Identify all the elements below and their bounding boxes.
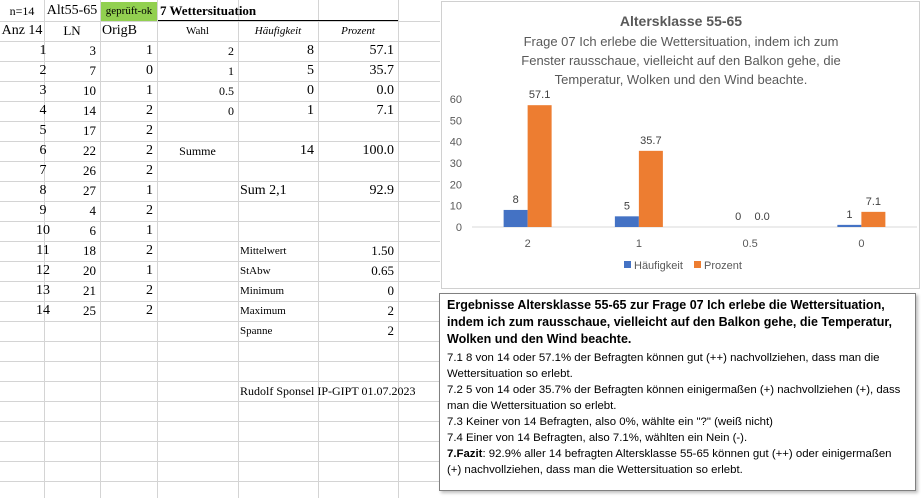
table-cell-anz[interactable]: 6 (39, 143, 47, 158)
table-cell-anz[interactable]: 12 (36, 263, 50, 278)
table-cell-prozent[interactable]: 0.0 (376, 83, 394, 98)
table-cell-ln[interactable]: 22 (83, 143, 96, 158)
table-cell-wahl[interactable]: 1 (228, 64, 234, 78)
y-tick-label: 0 (455, 222, 462, 234)
table-cell-ln[interactable]: 7 (89, 63, 96, 78)
data-label: 35.7 (640, 134, 662, 147)
table-cell-anz[interactable]: 13 (36, 283, 50, 298)
table-cell-origb[interactable]: 2 (146, 123, 153, 138)
stat-label[interactable]: Maximum (240, 305, 286, 317)
y-tick-label: 20 (449, 179, 462, 192)
table-cell-origb[interactable]: 1 (146, 43, 153, 58)
table-cell-ln[interactable]: 27 (83, 183, 96, 198)
y-tick-label: 10 (449, 200, 462, 213)
bar-prozent (861, 212, 885, 227)
bar-chart (442, 2, 921, 290)
bar-haeufigkeit (504, 210, 528, 227)
table-cell-origb[interactable]: 2 (146, 243, 153, 258)
data-label: 7.1 (865, 195, 882, 208)
author-footer[interactable]: Rudolf Sponsel IP-GIPT 01.07.2023 (240, 384, 416, 398)
table-cell-prozent[interactable]: 57.1 (369, 43, 394, 58)
table-cell-origb[interactable]: 1 (146, 183, 153, 198)
table-cell-origb[interactable]: 2 (146, 103, 153, 118)
result-fazit (447, 446, 907, 478)
table-cell-ln[interactable]: 26 (83, 163, 96, 178)
chart-subtitle-line: Temperatur, Wolken und den Wind beachte. (554, 72, 808, 87)
result-item: 7.2 5 von 14 oder 35.7% der Befragten können einigermaßen (+) nachvollziehen (+), dass man die Wettersituation so erlebt. (447, 384, 901, 412)
table-cell-anz[interactable]: 8 (39, 183, 47, 198)
x-tick-label: 1 (635, 238, 642, 250)
y-tick-label: 60 (449, 94, 462, 106)
data-label: 0 (735, 211, 742, 223)
grid-line (0, 401, 440, 402)
table-cell-ln[interactable]: 10 (83, 83, 96, 98)
x-tick-label: 0 (858, 238, 865, 250)
header-group-cell[interactable]: Alt55-65 (46, 3, 98, 18)
y-tick-label: 30 (449, 158, 462, 170)
table-cell-wahl[interactable]: 2 (228, 44, 234, 58)
table-cell-origb[interactable]: 2 (146, 143, 153, 158)
stat-value[interactable]: 2 (387, 323, 394, 338)
table-cell-anz[interactable]: 1 (39, 43, 47, 58)
table-cell-origb[interactable]: 0 (146, 63, 153, 78)
chart-subtitle-line: Fenster rausschaue, vielleicht auf den Balkon gehe, die (521, 53, 841, 68)
stat-label[interactable]: Mittelwert (240, 245, 287, 257)
table-cell-ln[interactable]: 4 (89, 203, 96, 218)
table-cell-anz[interactable]: 7 (39, 163, 47, 178)
bar-haeufigkeit (615, 216, 639, 227)
table-cell-ln[interactable]: 17 (83, 123, 96, 138)
table-cell-anz[interactable]: 2 (39, 63, 47, 78)
summe-label[interactable]: Summe (179, 144, 216, 158)
legend-label: Prozent (704, 260, 742, 272)
grid-line (0, 461, 440, 462)
table-cell-anz[interactable]: 5 (39, 123, 47, 138)
data-label: 8 (512, 193, 519, 206)
table-cell-anz[interactable]: 9 (39, 203, 47, 218)
table-cell-ln[interactable]: 21 (83, 283, 96, 298)
stat-label[interactable]: Spanne (240, 325, 273, 337)
data-label: 57.1 (528, 89, 551, 102)
page-title[interactable]: 7 Wettersituation (158, 1, 398, 21)
grid-line (398, 0, 399, 498)
column-header-haeufigkeit[interactable]: Häufigkeit (254, 25, 302, 37)
fazit-text: : 92.9% aller 14 befragten Altersklasse 55-65 können gut (++) oder einigermaßen (+) nachvollziehen, dass man die Wettersituation so erlebt. (447, 448, 892, 476)
table-cell-anz[interactable]: 10 (36, 223, 50, 238)
column-header-prozent[interactable]: Prozent (341, 25, 375, 37)
column-header-origb[interactable]: OrigB (102, 23, 137, 38)
header-n-cell[interactable]: n=14 (9, 4, 35, 18)
summe-prozent[interactable]: 100.0 (362, 143, 394, 158)
summe-haeufigkeit[interactable]: 14 (300, 143, 314, 158)
stat-value[interactable]: 0.65 (371, 263, 394, 278)
table-cell-origb[interactable]: 2 (146, 283, 153, 298)
x-tick-label: 2 (524, 238, 531, 250)
result-item: 7.4 Einer von 14 Befragten, also 7.1%, wählten ein Nein (-). (447, 432, 748, 444)
table-cell-anz[interactable]: 3 (39, 83, 47, 98)
table-cell-anz[interactable]: 14 (36, 303, 50, 318)
y-tick-label: 50 (449, 115, 462, 128)
legend-swatch (694, 261, 701, 268)
result-item: 7.3 Keiner von 14 Befragten, also 0%, wählte ein "?" (weiß nicht) (447, 416, 773, 428)
grid-line (0, 481, 440, 482)
table-cell-ln[interactable]: 6 (89, 223, 96, 238)
grid-line (0, 361, 440, 362)
table-cell-ln[interactable]: 20 (83, 263, 96, 278)
status-badge[interactable]: geprüft-ok (101, 2, 157, 21)
table-cell-origb[interactable]: 1 (146, 83, 153, 98)
chart-subtitle-line: Frage 07 Ich erlebe die Wettersituation, indem ich zum (523, 34, 839, 49)
grid-line (0, 341, 440, 342)
stat-value[interactable]: 0 (387, 283, 394, 298)
table-cell-origb[interactable]: 2 (146, 203, 153, 218)
grid-line (0, 421, 440, 422)
grid-line (0, 441, 440, 442)
table-cell-ln[interactable]: 25 (83, 303, 96, 318)
bar-haeufigkeit (837, 225, 861, 227)
x-tick-label: 0.5 (742, 238, 758, 250)
chart-title: Altersklasse 55-65 (619, 13, 743, 29)
table-cell-origb[interactable]: 2 (146, 163, 153, 178)
table-cell-wahl[interactable]: 0.5 (219, 84, 234, 98)
table-cell-prozent[interactable]: 7.1 (376, 103, 394, 118)
table-cell-origb[interactable]: 1 (146, 223, 153, 238)
result-heading: Ergebnisse Altersklasse 55-65 zur Frage 07 Ich erlebe die Wettersituation, indem ich zum rausschaue, vielleicht auf den Balkon gehe, die Temperatur, Wolken und den Wind beachte. (447, 298, 893, 346)
table-cell-haeufigkeit[interactable]: 5 (307, 63, 314, 78)
chart-panel[interactable] (441, 1, 920, 289)
sum21-prozent[interactable]: 92.9 (369, 183, 394, 198)
column-header-wahl[interactable]: Wahl (186, 25, 209, 37)
table-cell-prozent[interactable]: 35.7 (369, 63, 394, 78)
table-cell-anz[interactable]: 4 (39, 103, 47, 118)
table-cell-origb[interactable]: 2 (146, 303, 153, 318)
table-cell-anz[interactable]: 11 (36, 243, 50, 258)
data-label: 0.0 (754, 211, 770, 223)
table-cell-haeufigkeit[interactable]: 0 (307, 83, 314, 98)
column-header-anz[interactable]: Anz 14 (1, 23, 43, 38)
table-cell-ln[interactable]: 3 (89, 43, 96, 58)
stat-label[interactable]: Minimum (240, 285, 285, 297)
sum21-label[interactable]: Sum 2,1 (240, 183, 287, 198)
bar-prozent (639, 151, 663, 227)
table-cell-origb[interactable]: 1 (146, 263, 153, 278)
data-label: 5 (623, 200, 630, 213)
table-cell-ln[interactable]: 14 (83, 103, 96, 118)
table-cell-haeufigkeit[interactable]: 8 (307, 43, 314, 58)
spreadsheet-grid[interactable] (0, 0, 440, 498)
stat-label[interactable]: StAbw (240, 265, 271, 277)
table-cell-ln[interactable]: 18 (83, 243, 96, 258)
fazit-label: 7.Fazit (447, 448, 483, 460)
column-header-ln[interactable]: LN (63, 23, 81, 38)
table-cell-wahl[interactable]: 0 (228, 104, 234, 118)
result-textbox[interactable] (439, 293, 916, 491)
data-label: 1 (846, 208, 853, 221)
legend-swatch (624, 261, 631, 268)
legend-label: Häufigkeit (634, 260, 683, 272)
table-cell-haeufigkeit[interactable]: 1 (307, 103, 314, 118)
bar-prozent (528, 105, 552, 227)
result-item: 7.1 8 von 14 oder 57.1% der Befragten können gut (++) nachvollziehen, dass man die Wettersituation so erlebt. (447, 352, 880, 380)
stat-value[interactable]: 2 (387, 303, 394, 318)
stat-value[interactable]: 1.50 (371, 243, 394, 258)
y-tick-label: 40 (449, 136, 462, 149)
